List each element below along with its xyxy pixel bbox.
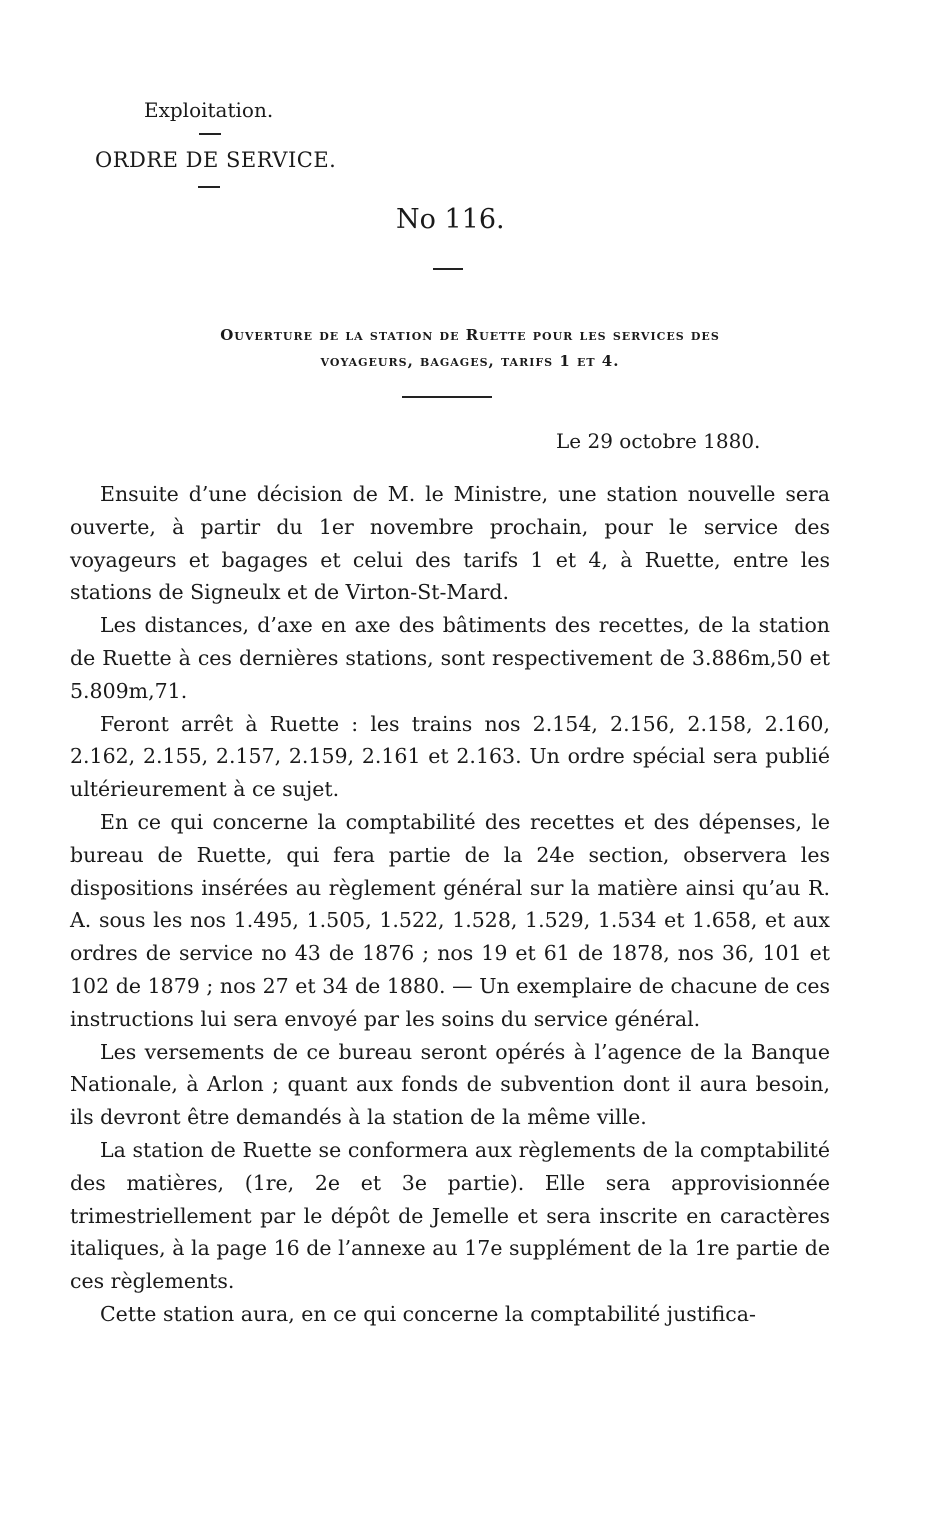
title-underline — [402, 396, 492, 398]
paragraph: Cette station aura, en ce qui concerne la comptabilité justifica- — [100, 1301, 756, 1326]
paragraph: En ce qui concerne la comptabilité des recettes et des dépenses, le bureau de Ruette, qui fera partie de la 24e section, observera les dispositions insérées au règlement général sur la matière ainsi qu’au R. A. sous les nos 1.495, 1.505, 1.522, 1.528, 1.529, 1.534 et 1.658, et aux ordres de service no 43 de 1876 ; nos 19 et 61 de 1878, nos 36, 101 et 102 de 1879 ; nos 27 et 34 de 1880. — Un exemplaire de chacune de ces instructions lui sera envoyé par les soins du service général. — [70, 809, 830, 1031]
order-number: No 116. — [396, 204, 505, 235]
paragraph: Ensuite d’une décision de M. le Ministre, une station nouvelle sera ouverte, à partir du 1er novembre prochain, pour le service des voyageurs et bagages et celui des tarifs 1 et 4, à Ruette, entre les stations de Signeulx et de Virton-St-Mard. — [70, 482, 830, 605]
title-line-2: voyageurs, bagages, tarifs 1 et 4. — [320, 352, 620, 370]
divider-dash — [199, 133, 221, 135]
paragraph: Les versements de ce bureau seront opérés à l’agence de la Banque Nationale, à Arlon ; quant aux fonds de subvention dont il aura besoin, ils devront être demandés à la station de la même ville. — [70, 1039, 830, 1130]
body-text — [70, 478, 830, 1331]
divider-dash — [198, 186, 220, 188]
department-label: Exploitation. — [144, 98, 274, 122]
paragraph: Les distances, d’axe en axe des bâtiments des recettes, de la station de Ruette à ces dernières stations, sont respectivement de 3.886m,50 et 5.809m,71. — [70, 613, 830, 703]
order-title — [120, 322, 820, 374]
document-type: ORDRE DE SERVICE. — [95, 148, 337, 172]
paragraph: La station de Ruette se conformera aux règlements de la comptabilité des matières, (1re, 2e et 3e partie). Elle sera approvisionnée trimestriellement par le dépôt de Jemelle et sera inscrite en caractères italiques, à la page 16 de l’annexe au 17e supplément de la 1re partie de ces règlements. — [70, 1137, 830, 1294]
title-line-1: Ouverture de la station de Ruette pour les services des — [220, 326, 720, 344]
document-date: Le 29 octobre 1880. — [556, 429, 761, 453]
paragraph: Feront arrêt à Ruette : les trains nos 2.154, 2.156, 2.158, 2.160, 2.162, 2.155, 2.157, 2.159, 2.161 et 2.163. Un ordre spécial sera publié ultérieurement à ce sujet. — [70, 711, 830, 802]
divider-dash — [433, 268, 463, 270]
